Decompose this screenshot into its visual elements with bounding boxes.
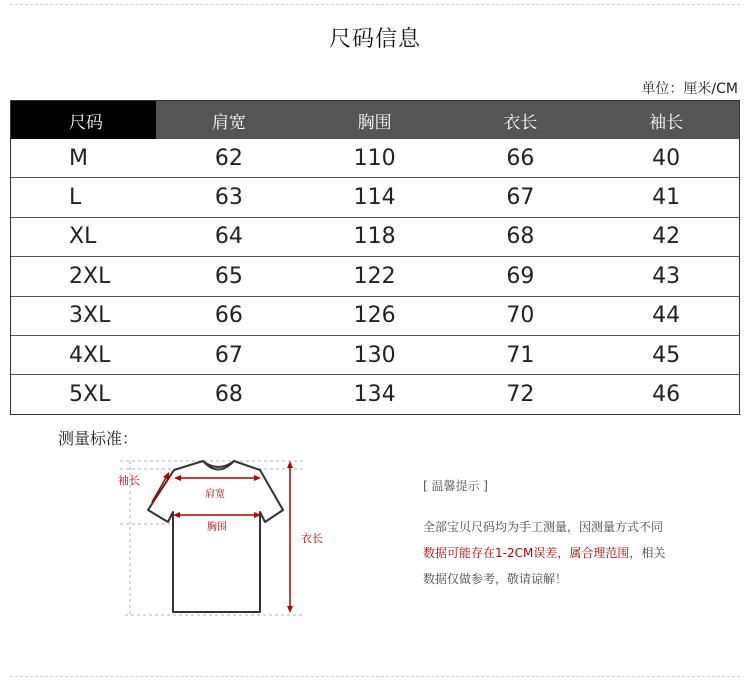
table-header — [11, 101, 739, 139]
table-row — [11, 139, 739, 177]
sleeve-label: 袖长 — [118, 474, 140, 487]
tshirt-outline — [148, 461, 283, 612]
cell-chest: 130 — [353, 342, 396, 368]
cell-shoulder: 67 — [214, 342, 243, 368]
cell-size: 5XL — [69, 382, 111, 408]
table-row — [11, 296, 739, 335]
header-size: 尺码 — [11, 101, 156, 139]
cell-length: 70 — [506, 303, 535, 329]
table-row — [11, 177, 739, 216]
shoulder-label: 肩宽 — [205, 489, 225, 500]
tips-title: [ 温馨提示 ] — [423, 479, 488, 493]
header-shoulder: 肩宽 — [211, 112, 246, 133]
tips-line-2-rest: ，相关 — [629, 546, 666, 560]
cell-chest: 126 — [353, 303, 396, 329]
cell-shoulder: 68 — [214, 382, 243, 408]
page-title: 尺码信息 — [328, 27, 421, 52]
tips-line-3: 数据仅做参考，敬请谅解！ — [423, 572, 568, 586]
cell-sleeve: 43 — [652, 263, 681, 289]
table-row — [11, 374, 739, 413]
cell-size: 4XL — [69, 342, 111, 368]
cell-shoulder: 62 — [214, 145, 243, 171]
header-chest: 胸围 — [357, 112, 392, 133]
cell-size: 3XL — [69, 303, 111, 329]
cell-sleeve: 45 — [652, 342, 681, 368]
tips-warning: 数据可能存在1-2CM误差，属合理范围 — [423, 546, 630, 560]
size-table — [10, 100, 740, 415]
tips-line-2 — [423, 540, 723, 566]
table-row — [11, 335, 739, 374]
cell-chest: 110 — [353, 145, 396, 171]
top-divider — [10, 4, 740, 5]
cell-length: 69 — [506, 263, 535, 289]
header-length: 衣长 — [503, 112, 538, 133]
cell-chest: 114 — [353, 185, 396, 211]
cell-shoulder: 64 — [214, 224, 243, 250]
cell-length: 66 — [506, 145, 535, 171]
tips-text — [423, 514, 723, 592]
length-arrow-head-bottom — [287, 606, 293, 613]
tshirt-diagram — [100, 450, 360, 620]
tips-line-1: 全部宝贝尺码均为手工测量，因测量方式不同 — [423, 520, 664, 534]
cell-chest: 122 — [353, 263, 396, 289]
cell-sleeve: 42 — [652, 224, 681, 250]
cell-shoulder: 65 — [214, 263, 243, 289]
unit-label: 单位：厘米/CM — [641, 81, 738, 97]
cell-sleeve: 44 — [652, 303, 681, 329]
table-row — [11, 217, 739, 256]
table-row — [11, 256, 739, 295]
chest-label: 胸围 — [207, 522, 227, 533]
cell-size: L — [69, 185, 82, 211]
header-sleeve: 袖长 — [649, 112, 684, 133]
measure-label: 测量标准： — [58, 429, 139, 448]
cell-chest: 118 — [353, 224, 396, 250]
cell-sleeve: 41 — [652, 185, 681, 211]
cell-shoulder: 66 — [214, 303, 243, 329]
table-body — [11, 139, 739, 414]
cell-shoulder: 63 — [214, 185, 243, 211]
cell-length: 71 — [506, 342, 535, 368]
length-arrow-head-top — [287, 461, 293, 468]
cell-length: 67 — [506, 185, 535, 211]
cell-sleeve: 46 — [652, 382, 681, 408]
cell-sleeve: 40 — [652, 145, 681, 171]
cell-chest: 134 — [353, 382, 396, 408]
cell-size: M — [69, 145, 88, 171]
cell-size: XL — [69, 224, 97, 250]
bottom-divider — [10, 676, 740, 677]
cell-size: 2XL — [69, 263, 111, 289]
cell-length: 72 — [506, 382, 535, 408]
length-label: 衣长 — [301, 532, 323, 545]
cell-length: 68 — [506, 224, 535, 250]
